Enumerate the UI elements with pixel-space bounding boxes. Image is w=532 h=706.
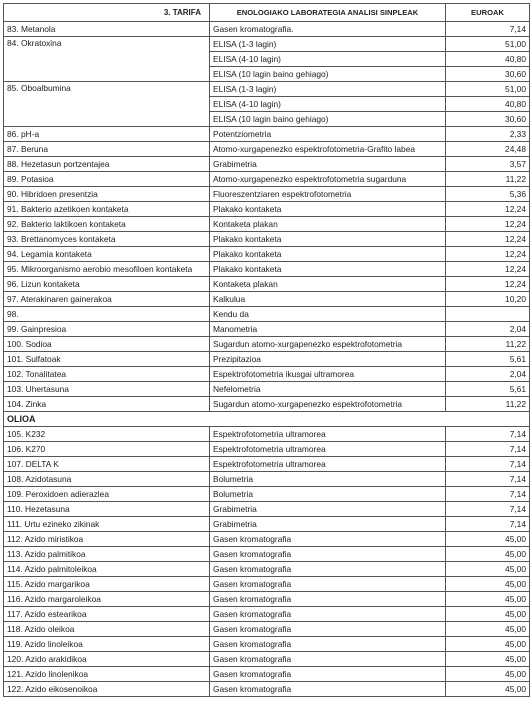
analysis-price: 5,61 bbox=[446, 382, 530, 397]
table-row bbox=[4, 277, 530, 292]
item-number: 116. bbox=[7, 593, 23, 604]
analysis-method: Gasen kromatografia bbox=[210, 562, 446, 577]
table-row bbox=[4, 562, 530, 577]
analysis-name-cell bbox=[4, 142, 210, 157]
analysis-price: 12,24 bbox=[446, 247, 530, 262]
table-row bbox=[4, 622, 530, 637]
table-row bbox=[4, 427, 530, 442]
analysis-price: 12,24 bbox=[446, 262, 530, 277]
analysis-method: Plakako kontaketa bbox=[210, 262, 446, 277]
analysis-name: Legamia kontaketa bbox=[20, 248, 92, 259]
table-row bbox=[4, 382, 530, 397]
table-row bbox=[4, 22, 530, 37]
analysis-name-cell bbox=[4, 487, 210, 502]
item-number: 112. bbox=[7, 533, 23, 544]
analysis-name: Peroxidoen adierazlea bbox=[25, 488, 109, 499]
analysis-price: 51,00 bbox=[446, 37, 530, 52]
analysis-method: Gasen kromatografia bbox=[210, 652, 446, 667]
table-row bbox=[4, 352, 530, 367]
analysis-price: 7,14 bbox=[446, 517, 530, 532]
analysis-name-cell bbox=[4, 187, 210, 202]
analysis-name: Okratoxina bbox=[20, 38, 62, 48]
analysis-name-cell bbox=[4, 277, 210, 292]
table-row bbox=[4, 652, 530, 667]
item-number: 104. bbox=[7, 398, 24, 409]
analysis-name: Azido oleikoa bbox=[24, 623, 75, 634]
table-row bbox=[4, 442, 530, 457]
analysis-name-cell bbox=[4, 442, 210, 457]
analysis-method: Bolumetria bbox=[210, 472, 446, 487]
analysis-price: 7,14 bbox=[446, 502, 530, 517]
item-number: 86. bbox=[7, 128, 19, 139]
analysis-name: Azidotasuna bbox=[25, 473, 72, 484]
analysis-price: 7,14 bbox=[446, 442, 530, 457]
analysis-method: Kalkulua bbox=[210, 292, 446, 307]
analysis-price: 45,00 bbox=[446, 532, 530, 547]
table-row bbox=[4, 547, 530, 562]
analysis-price: 45,00 bbox=[446, 562, 530, 577]
item-number: 87. bbox=[7, 143, 19, 154]
analysis-method: Gasen kromatografia bbox=[210, 637, 446, 652]
analysis-name-cell bbox=[4, 517, 210, 532]
analysis-name: Azido arakidikoa bbox=[25, 653, 87, 664]
analysis-name: Brettanomyces kontaketa bbox=[20, 233, 116, 244]
analysis-method: Bolumetria bbox=[210, 487, 446, 502]
table-row bbox=[4, 682, 530, 697]
analysis-method: Atomo-xurgapenezko espektrofotometria-Grafito labea bbox=[210, 142, 446, 157]
analysis-name: Beruna bbox=[20, 143, 48, 154]
analysis-method: Gasen kromatografia. bbox=[210, 22, 446, 37]
analysis-name-cell bbox=[4, 82, 210, 127]
analysis-name: Hibridoen presentzia bbox=[20, 188, 98, 199]
table-row bbox=[4, 487, 530, 502]
analysis-method: Kendu da bbox=[210, 307, 446, 322]
analysis-name-cell bbox=[4, 472, 210, 487]
analysis-name-cell bbox=[4, 322, 210, 337]
analysis-price: 12,24 bbox=[446, 232, 530, 247]
analysis-price: 11,22 bbox=[446, 337, 530, 352]
analysis-price: 7,14 bbox=[446, 457, 530, 472]
analysis-method: ELISA (1-3 lagin) bbox=[210, 82, 446, 97]
analysis-name-cell bbox=[4, 532, 210, 547]
analysis-price: 2,04 bbox=[446, 367, 530, 382]
analysis-price: 45,00 bbox=[446, 547, 530, 562]
analysis-method: Grabimetria bbox=[210, 517, 446, 532]
analysis-method: ELISA (10 lagin baino gehiago) bbox=[210, 67, 446, 82]
analysis-name-cell bbox=[4, 367, 210, 382]
analysis-name: Azido margarikoa bbox=[24, 578, 90, 589]
analysis-name-cell bbox=[4, 592, 210, 607]
analysis-price: 30,60 bbox=[446, 67, 530, 82]
analysis-name: Hezetasuna bbox=[25, 503, 70, 514]
table-row bbox=[4, 367, 530, 382]
analysis-name: Tonalitatea bbox=[25, 368, 67, 379]
analysis-price: 7,14 bbox=[446, 487, 530, 502]
analysis-name: Bakterio laktikoen kontaketa bbox=[20, 218, 126, 229]
analysis-method: Nefelometria bbox=[210, 382, 446, 397]
analysis-name-cell bbox=[4, 172, 210, 187]
analysis-name-cell bbox=[4, 292, 210, 307]
item-number: 119. bbox=[7, 638, 23, 649]
analysis-name-cell bbox=[4, 157, 210, 172]
analysis-price: 2,04 bbox=[446, 322, 530, 337]
analysis-method: Espektrofotometria ultramorea bbox=[210, 457, 446, 472]
item-number: 94. bbox=[7, 248, 19, 259]
table-header-row bbox=[4, 4, 530, 22]
analysis-price: 30,60 bbox=[446, 112, 530, 127]
table-row bbox=[4, 397, 530, 412]
table-row bbox=[4, 292, 530, 307]
analysis-name: Oboalbumina bbox=[20, 83, 71, 93]
analysis-name-cell bbox=[4, 307, 210, 322]
analysis-price: 5,36 bbox=[446, 187, 530, 202]
analysis-name: Bakterio azetikoen kontaketa bbox=[20, 203, 129, 214]
analysis-name: Sulfatoak bbox=[25, 353, 61, 364]
analysis-method: ELISA (10 lagin baino gehiago) bbox=[210, 112, 446, 127]
item-number: 117. bbox=[7, 608, 23, 619]
analysis-price: 12,24 bbox=[446, 217, 530, 232]
analysis-name: Uhertasuna bbox=[25, 383, 69, 394]
item-number: 103. bbox=[7, 383, 24, 394]
header-analysis: ENOLOGIAKO LABORATEGIA ANALISI SINPLEAK bbox=[210, 4, 446, 22]
item-number: 91. bbox=[7, 203, 19, 214]
analysis-name-cell bbox=[4, 622, 210, 637]
analysis-name-cell bbox=[4, 547, 210, 562]
analysis-price: 45,00 bbox=[446, 637, 530, 652]
analysis-name: Azido estearikoa bbox=[24, 608, 87, 619]
item-number: 97. bbox=[7, 293, 19, 304]
item-number: 122. bbox=[7, 683, 24, 694]
analysis-name: Potasioa bbox=[20, 173, 54, 184]
analysis-name: Sodioa bbox=[25, 338, 52, 349]
tariff-table bbox=[3, 3, 530, 697]
analysis-name: Azido eikosenoikoa bbox=[25, 683, 98, 694]
analysis-name-cell bbox=[4, 637, 210, 652]
item-number: 121. bbox=[7, 668, 24, 679]
analysis-name-cell bbox=[4, 217, 210, 232]
item-number: 100. bbox=[7, 338, 24, 349]
table-row bbox=[4, 607, 530, 622]
table-row bbox=[4, 667, 530, 682]
table-row bbox=[4, 472, 530, 487]
analysis-name: Azido palmitoleikoa bbox=[24, 563, 97, 574]
item-number: 114. bbox=[7, 563, 23, 574]
table-row bbox=[4, 502, 530, 517]
analysis-name-cell bbox=[4, 457, 210, 472]
analysis-name: Azido miristikoa bbox=[24, 533, 84, 544]
analysis-price: 12,24 bbox=[446, 202, 530, 217]
analysis-price: 51,00 bbox=[446, 82, 530, 97]
item-number: 96. bbox=[7, 278, 19, 289]
analysis-price: 7,14 bbox=[446, 22, 530, 37]
analysis-price: 11,22 bbox=[446, 397, 530, 412]
table-row bbox=[4, 517, 530, 532]
analysis-method: Sugardun atomo-xurgapenezko espektrofotometria bbox=[210, 337, 446, 352]
analysis-name: Azido linolenikoa bbox=[25, 668, 89, 679]
item-number: 83. bbox=[7, 23, 19, 34]
analysis-method: Atomo-xurgapenezko espektrofotometria sugarduna bbox=[210, 172, 446, 187]
analysis-price bbox=[446, 307, 530, 322]
analysis-name-cell bbox=[4, 502, 210, 517]
section-row bbox=[4, 412, 530, 427]
analysis-name-cell bbox=[4, 607, 210, 622]
analysis-method: Potentziometria bbox=[210, 127, 446, 142]
analysis-method: Espektrofotometria ikusgai ultramorea bbox=[210, 367, 446, 382]
analysis-method: Gasen kromatografia bbox=[210, 622, 446, 637]
analysis-method: Gasen kromatografia bbox=[210, 682, 446, 697]
analysis-price: 45,00 bbox=[446, 577, 530, 592]
item-number: 108. bbox=[7, 473, 24, 484]
analysis-name-cell bbox=[4, 397, 210, 412]
analysis-name-cell bbox=[4, 337, 210, 352]
analysis-name-cell bbox=[4, 652, 210, 667]
analysis-name: Hezetasun portzentajea bbox=[20, 158, 110, 169]
item-number: 101. bbox=[7, 353, 24, 364]
analysis-method: Gasen kromatografia bbox=[210, 667, 446, 682]
table-row bbox=[4, 37, 530, 52]
analysis-method: Espektrofotometria ultramorea bbox=[210, 442, 446, 457]
table-row bbox=[4, 202, 530, 217]
analysis-price: 45,00 bbox=[446, 667, 530, 682]
analysis-method: Gasen kromatografia bbox=[210, 577, 446, 592]
analysis-price: 45,00 bbox=[446, 682, 530, 697]
analysis-method: Gasen kromatografia bbox=[210, 532, 446, 547]
table-row bbox=[4, 232, 530, 247]
table-row bbox=[4, 172, 530, 187]
table-row bbox=[4, 187, 530, 202]
analysis-name-cell bbox=[4, 352, 210, 367]
analysis-price: 40,80 bbox=[446, 97, 530, 112]
table-row bbox=[4, 217, 530, 232]
item-number: 99. bbox=[7, 323, 19, 334]
item-number: 89. bbox=[7, 173, 19, 184]
analysis-name: DELTA K bbox=[25, 458, 59, 469]
analysis-name-cell bbox=[4, 382, 210, 397]
analysis-name-cell bbox=[4, 262, 210, 277]
table-body bbox=[4, 22, 530, 697]
table-row bbox=[4, 532, 530, 547]
header-tariff: 3. TARIFA bbox=[4, 4, 210, 22]
item-number: 95. bbox=[7, 263, 19, 274]
analysis-name: Aterakinaren gainerakoa bbox=[20, 293, 112, 304]
table-row bbox=[4, 82, 530, 97]
table-row bbox=[4, 322, 530, 337]
analysis-name: Mikroorganismo aerobio mesofiloen kontaketa bbox=[20, 263, 193, 274]
analysis-price: 5,61 bbox=[446, 352, 530, 367]
analysis-method: Gasen kromatografia bbox=[210, 547, 446, 562]
item-number: 111. bbox=[7, 518, 23, 529]
analysis-name-cell bbox=[4, 577, 210, 592]
header-euros: EUROAK bbox=[446, 4, 530, 22]
analysis-price: 3,57 bbox=[446, 157, 530, 172]
table-row bbox=[4, 262, 530, 277]
item-number: 92. bbox=[7, 218, 19, 229]
analysis-method: Plakako kontaketa bbox=[210, 247, 446, 262]
item-number: 88. bbox=[7, 158, 19, 169]
analysis-method: Kontaketa plakan bbox=[210, 217, 446, 232]
item-number: 106. bbox=[7, 443, 24, 454]
analysis-method: Espektrofotometria ultramorea bbox=[210, 427, 446, 442]
analysis-method: Prezipitazioa bbox=[210, 352, 446, 367]
item-number: 90. bbox=[7, 188, 19, 199]
table-row bbox=[4, 637, 530, 652]
table-row bbox=[4, 577, 530, 592]
analysis-price: 45,00 bbox=[446, 622, 530, 637]
item-number: 93. bbox=[7, 233, 19, 244]
item-number: 102. bbox=[7, 368, 24, 379]
analysis-price: 12,24 bbox=[446, 277, 530, 292]
section-title: OLIOA bbox=[4, 412, 530, 427]
analysis-name-cell bbox=[4, 682, 210, 697]
analysis-name: Azido margaroleikoa bbox=[24, 593, 101, 604]
analysis-name-cell bbox=[4, 247, 210, 262]
analysis-name-cell bbox=[4, 427, 210, 442]
analysis-method: ELISA (4-10 lagin) bbox=[210, 97, 446, 112]
analysis-price: 7,14 bbox=[446, 427, 530, 442]
analysis-price: 10,20 bbox=[446, 292, 530, 307]
analysis-name-cell bbox=[4, 232, 210, 247]
analysis-name-cell bbox=[4, 37, 210, 82]
table-row bbox=[4, 142, 530, 157]
analysis-name-cell bbox=[4, 202, 210, 217]
analysis-price: 45,00 bbox=[446, 607, 530, 622]
analysis-name: Lizun kontaketa bbox=[20, 278, 80, 289]
analysis-name: Metanola bbox=[20, 23, 56, 34]
analysis-name-cell bbox=[4, 127, 210, 142]
analysis-name: Azido linoleikoa bbox=[24, 638, 83, 649]
analysis-price: 2,33 bbox=[446, 127, 530, 142]
item-number: 98. bbox=[7, 308, 19, 319]
analysis-name-cell bbox=[4, 667, 210, 682]
table-row bbox=[4, 157, 530, 172]
item-number: 113. bbox=[7, 548, 23, 559]
table-row bbox=[4, 592, 530, 607]
table-row bbox=[4, 247, 530, 262]
analysis-price: 11,22 bbox=[446, 172, 530, 187]
item-number: 115. bbox=[7, 578, 23, 589]
analysis-name: Gainpresioa bbox=[20, 323, 67, 334]
item-number: 107. bbox=[7, 458, 24, 469]
analysis-price: 45,00 bbox=[446, 652, 530, 667]
item-number: 84. bbox=[7, 38, 19, 48]
item-number: 110. bbox=[7, 503, 23, 514]
item-number: 85. bbox=[7, 83, 19, 93]
analysis-name: Urtu ezineko zikinak bbox=[24, 518, 100, 529]
analysis-method: Grabimetria bbox=[210, 502, 446, 517]
analysis-method: Kontaketa plakan bbox=[210, 277, 446, 292]
analysis-method: Plakako kontaketa bbox=[210, 232, 446, 247]
item-number: 105. bbox=[7, 428, 24, 439]
table-row bbox=[4, 307, 530, 322]
analysis-price: 7,14 bbox=[446, 472, 530, 487]
table-row bbox=[4, 457, 530, 472]
analysis-name-cell bbox=[4, 22, 210, 37]
item-number: 120. bbox=[7, 653, 24, 664]
analysis-name: K270 bbox=[25, 443, 46, 454]
analysis-name-cell bbox=[4, 562, 210, 577]
analysis-name: Azido palmitikoa bbox=[24, 548, 86, 559]
analysis-price: 24,48 bbox=[446, 142, 530, 157]
analysis-name: pH-a bbox=[20, 128, 40, 139]
analysis-method: ELISA (4-10 lagin) bbox=[210, 52, 446, 67]
analysis-method: ELISA (1-3 lagin) bbox=[210, 37, 446, 52]
table-row bbox=[4, 127, 530, 142]
analysis-price: 40,80 bbox=[446, 52, 530, 67]
item-number: 118. bbox=[7, 623, 23, 634]
table-row bbox=[4, 337, 530, 352]
analysis-method: Gasen kromatografia bbox=[210, 607, 446, 622]
analysis-method: Fluoreszentziaren espektrofotometria bbox=[210, 187, 446, 202]
analysis-method: Gasen kromatografia bbox=[210, 592, 446, 607]
analysis-method: Sugardun atomo-xurgapenezko espektrofotometria bbox=[210, 397, 446, 412]
analysis-method: Plakako kontaketa bbox=[210, 202, 446, 217]
analysis-name: K232 bbox=[25, 428, 46, 439]
analysis-method: Manometria bbox=[210, 322, 446, 337]
analysis-price: 45,00 bbox=[446, 592, 530, 607]
analysis-method: Grabimetria bbox=[210, 157, 446, 172]
analysis-name: Zinka bbox=[25, 398, 47, 409]
item-number: 109. bbox=[7, 488, 24, 499]
